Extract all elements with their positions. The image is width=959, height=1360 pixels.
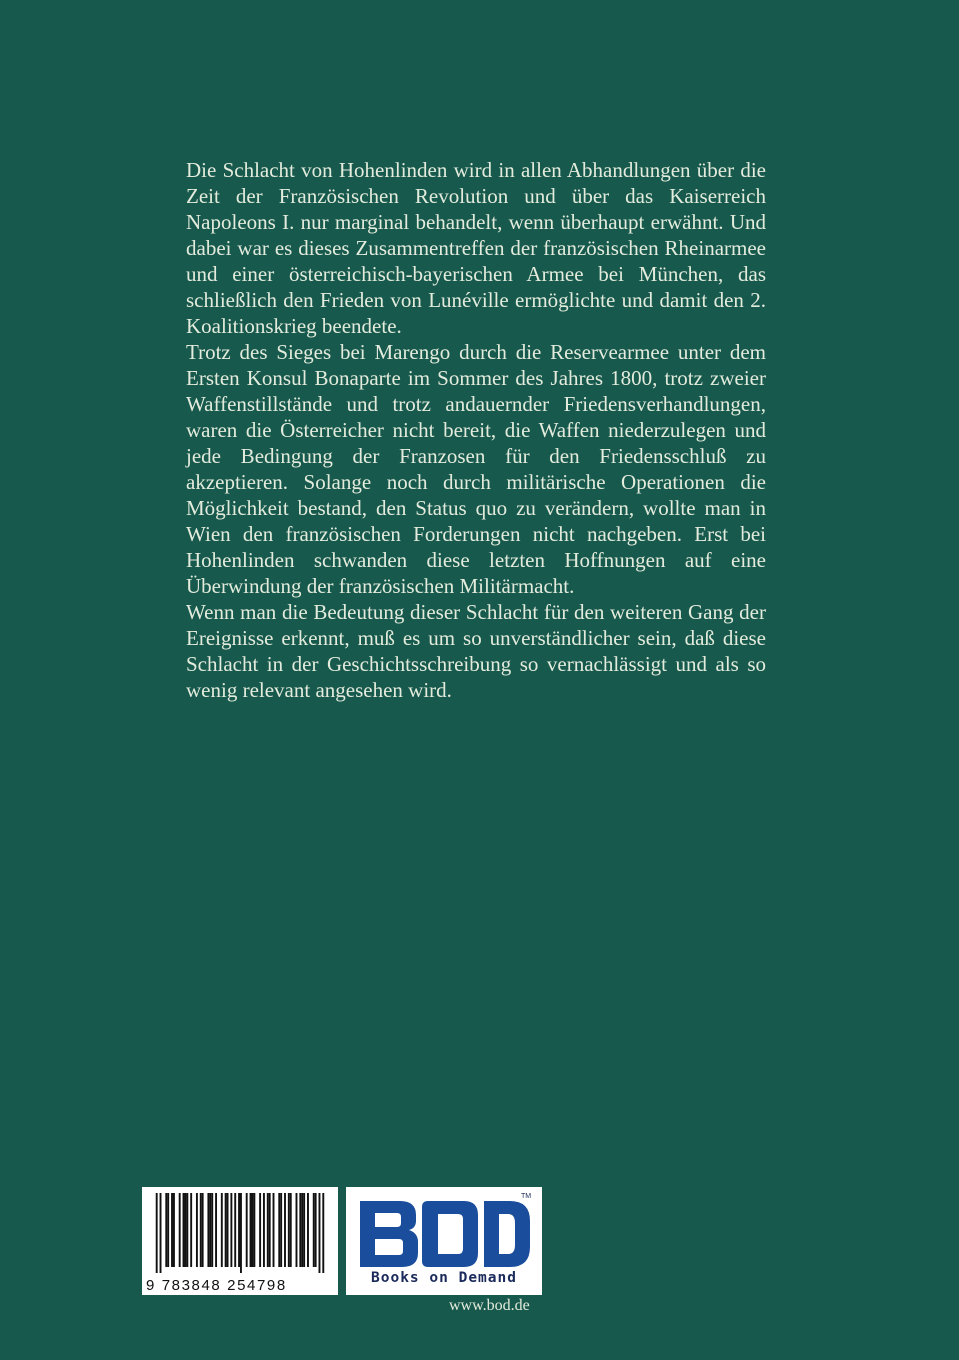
publisher-name: Books on Demand <box>371 1270 517 1286</box>
back-cover-blurb <box>186 157 766 703</box>
publisher-logo <box>346 1187 542 1295</box>
publisher-website: www.bod.de <box>449 1297 530 1314</box>
blurb-paragraph-2: Trotz des Sieges bei Marengo durch die Reservearmee unter dem Ersten Konsul Bonaparte im Sommer des Jahres 1800, trotz zweier Waffenstillstände und trotz andauernder Friedensverhandlungen, waren die Österreicher nicht bereit, die Waffen niederzulegen und jede Bedingung der Franzosen für den Friedensschluß zu akzeptieren. Solange noch durch militärische Operationen die Möglichkeit bestand, den Status quo zu verändern, wollte man in Wien den französischen Forderungen nicht nachgeben. Erst bei Hohenlinden schwanden diese letzten Hoffnungen auf eine Überwindung der französischen Militärmacht. <box>186 340 766 598</box>
blurb-paragraph-1: Die Schlacht von Hohenlinden wird in allen Abhandlungen über die Zeit der Französischen Revolution und über das Kaiserreich Napoleons I. nur marginal behandelt, wenn überhaupt erwähnt. Und dabei war es dieses Zusammentreffen der französischen Rheinarmee und einer österreichisch-bayerischen Armee bei München, das schließlich den Frieden von Lunéville ermöglichte und damit den 2. Koalitionskrieg beendete. <box>186 158 766 338</box>
isbn-barcode <box>142 1187 338 1295</box>
trademark-mark: TM <box>521 1193 532 1200</box>
isbn-digits: 9 783848 254798 <box>146 1277 287 1294</box>
barcode-bars <box>150 1193 330 1273</box>
blurb-paragraph-3: Wenn man die Bedeutung dieser Schlacht für den weiteren Gang der Ereignisse erkennt, muß es um so unverständlicher sein, daß diese Schlacht in der Geschichtsschreibung so vernachlässigt und als so wenig relevant angesehen wird. <box>186 600 766 702</box>
